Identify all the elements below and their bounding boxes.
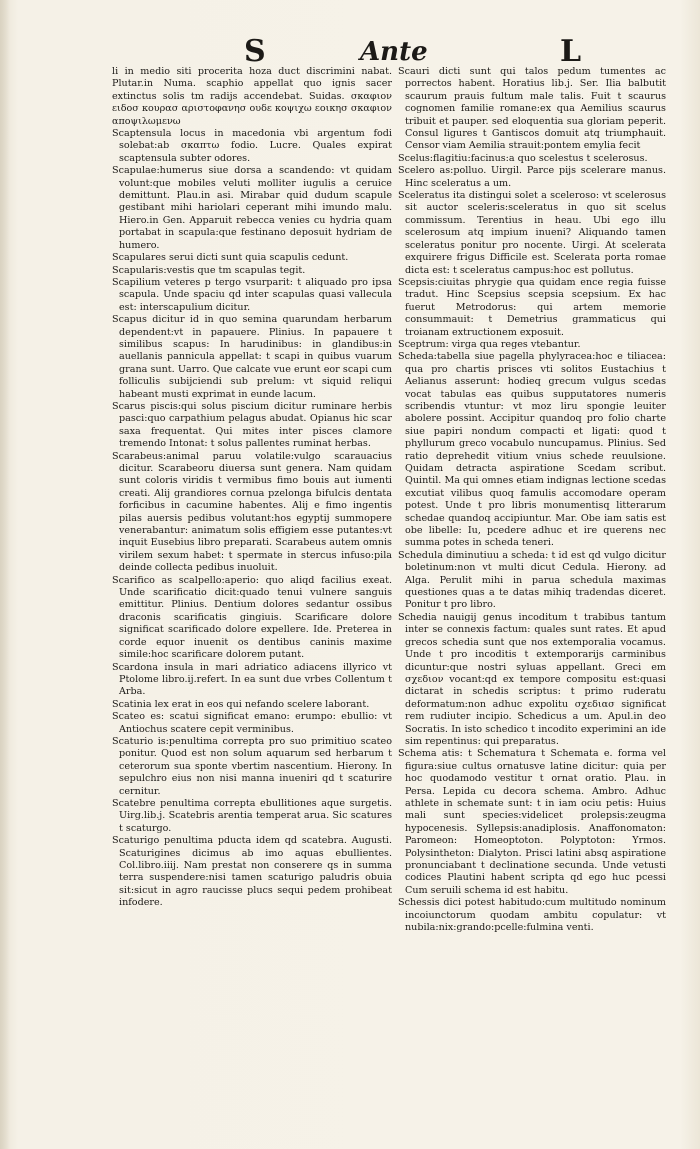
entry-paragraph: Schema atis: t Schematura t Schemata e. forma vel figura:siue cultus ornatusve latine dicitur: quia per hoc quodamodo vestitur t ornat oratio. Plau. in Persa. Lepida cu decora schema. Ambro. Adhuc athlete in schemate sunt: t in iam ociu petis: Huius mali sunt species:videlicet prolepsis:zeugma hypocenesis. Syllepsis:anadiplosis. Anaffonomaton: Paromeon: Homeoptoton. Polyptoton: Yrmos. Polysintheton: Dialyton. Prisci latini absq aspiratione pronunciabant t declinatione secunda. Unde vetusti codices Plautini habent scripta qd ego huc pcessi Cum seruili schema id est habitu. xyxy=(398,748,666,896)
entry-paragraph: Scarabeus:animal paruu volatile:vulgo scarauacius dicitur. Scarabeoru diuersa sunt genera. Nam quidam sunt coloris viridis t vermibus fimo bouis aut iumenti creati. Alij grandiores cornua pzelonga bifulcis dentata forficibus in cacumine habentes. Alij e fimo ingentis pilas auersis pedibus volutant:hos egyptij summopere venerabantur: animatum solis effigiem esse putantes:vt inquit Eusebius libro preparati. Scarabeus autem omnis virilem sexum habet: t spermate in stercus infuso:pila deinde collecta pedibus inuoluit. xyxy=(112,450,392,574)
entry-paragraph: Schedula diminutiuu a scheda: t id est qd vulgo dicitur boletinum:non vt multi dicut Cedula. Hierony. ad Alga. Perulit mihi in parua schedula maximas questiones quas a te datas mihiq tradendas diceret. Ponitur t pro libro. xyxy=(398,549,666,611)
entry-paragraph: Schedia nauigij genus incoditum t trabibus tantum inter se connexis factum: quales sunt rates. Et apud grecos schedia sunt que nos extemporalia vocamus. Unde t pro incoditis t extemporarijs carminibus dicuntur:que nostri syluas appellant. Greci em σχεδιον vocant:qd ex tempore compositu est:quasi dictarat in schedis scriptus: t primo ruderatu deformatum:non adhuc expolitu σχεδιασ significat rem rudiuter incipio. Schedicus a um. Apul.in deo Socratis. In isto schedico t incodito experimini an ide sim repentinus: qui preparatus. xyxy=(398,611,666,747)
entry-paragraph: Scapilium veteres p tergo vsurparit: t aliquado pro ipsa scapula. Unde spaciu qd inter scapulas quasi vallecula est: interscapulium dicitur. xyxy=(112,276,392,313)
entry-paragraph: Scarifico as scalpello:aperio: quo aliqd facilius exeat. Unde scarificatio dicit:quado tenui vulnere sanguis emittitur. Plinius. Dentium dolores sedantur ossibus draconis scarificatis gingiuis. Scarificare dolore significat scarificado dolore expellere. Ide. Preterea in corde equor inuenit os dentibus caninis maxime simile:hoc scarificare dolorem putant. xyxy=(112,574,392,661)
right-column xyxy=(398,66,666,934)
entry-paragraph: Scelus:flagitiu:facinus:a quo scelestus t scelerosus. xyxy=(398,152,648,164)
header-right-glyph: L xyxy=(560,34,582,69)
entry-paragraph: Sceleratus ita distingui solet a sceleroso: vt scelerosus sit auctor sceleris:sceleratus in quo sit scelus commissum. Terentius in heau. Ubi ego illu scelerosum atq impium inueni? Aliquando tamen sceleratus ponitur pro nocente. Uirgi. At scelerata exquirere frigus Difficile est. Scelerata porta romae dicta est: t sceleratus campus:hoc est pollutus. xyxy=(398,190,666,276)
header-running-title: Ante xyxy=(360,37,428,67)
entry-paragraph: Scauri dicti sunt qui talos pedum tumentes ac porrectos habent. Horatius lib.j. Ser. Ilia balbutit scaurum prauis fultum male talis. Fuit t scaurus cognomen familie romane:ex qua Aemilius scaurus tribuit et pauper. sed eloquentia sua gloriam peperit. Consul ligures t Gantiscos domuit atq triumphauit. Censor viam Aemilia strauit:pontem emylia fecit xyxy=(398,66,666,152)
header-left-glyph: S xyxy=(244,34,266,69)
entry-paragraph: li in medio siti procerita hoza duct discrimini nabat. Plutar.in Numa. scaphio appellat quo ignis sacer extinctus solis tm radijs accendebat. Suidas. σκαφιον ειδοσ κουρασ αριστοφανησ ουδε κοψιχω εοικησ σκαφιον αποψιλωμενω xyxy=(112,66,392,127)
entry-paragraph: Scaptensula locus in macedonia vbi argentum fodi solebat:ab σκαπτω fodio. Lucre. Quales expirat scaptensula subter odores. xyxy=(112,128,392,164)
entry-paragraph: Scapulares serui dicti sunt quia scapulis cedunt. xyxy=(112,252,349,264)
entry-paragraph: Scaturio is:penultima correpta pro suo primitiuo scateo ponitur. Quod est non solum aquarum sed herbarum t ceterorum sua sponte vbertim nascentium. Hierony. In sepulchro eius non nisi manna inueniri qd t scaturire cernitur. xyxy=(112,735,392,797)
page-binding-shadow xyxy=(0,0,10,1149)
entry-paragraph: Scarus piscis:qui solus piscium dicitur ruminare herbis pasci:quo carpathium pelagus abudat. Opianus hic scar saxa frequentat. Qui mites inter pisces clamore tremendo Intonat: t solus pallentes ruminat herbas. xyxy=(112,400,392,450)
entry-paragraph: Scatinia lex erat in eos qui nefando scelere laborant. xyxy=(112,698,370,710)
entry-paragraph: Scaturigo penultima pducta idem qd scatebra. Augusti. Scaturigines dicimus ab imo aquas ebullientes. Col.libro.iiij. Nam prestat non conserere qs in summa terra suspendere:nisi tamen scaturigo paludris obuia sit:sicut in agro raucisse plucs sequi pedem prohibeat infodere. xyxy=(112,835,392,909)
entry-paragraph: Scatebre penultima correpta ebullitiones aque surgetis. Uirg.lib.j. Scatebris arentia temperat arua. Sic scatures t scaturgo. xyxy=(112,797,392,834)
entry-paragraph: Sceptrum: virga qua reges vtebantur. xyxy=(398,338,581,350)
left-column xyxy=(112,66,392,910)
entry-paragraph: Scateo es: scatui significat emano: erumpo: ebullio: vt Antiochus scatere cepit verminibus. xyxy=(112,711,392,735)
entry-paragraph: Scapularis:vestis que tm scapulas tegit. xyxy=(112,264,306,276)
entry-paragraph: Scheda:tabella siue pagella phylyracea:hoc e tiliacea: qua pro chartis prisces vti solitos Eustachius t Aelianus asserunt: hodieq grecum vulgus scedas vocat tabulas eas quibus supputatores numeris scribendis vtuntur: vt moz liru spongie leuiter abolere possint. Accipitur quandoq pro folio charte siue papiri nondum compacti et ligati: quod t phyllurum greco vocabulo nuncupamus. Plinius. Sed ratio deprehedit vitium vnius schede reuulsione. Quidam detracta aspiratione Scedam scribut. Quintil. Ma qui omnes etiam indignas lectione scedas excutiat vilibus quoq famulis accomodare operam potest. Unde t pro libris monumentisq litterarum schedae quandoq accipiuntur. Mar. Obe iam satis est obe libelle: Iu, pcedere adhuc et ire querens nec summa potes in scheda teneri. xyxy=(398,351,666,549)
entry-paragraph: Scardona insula in mari adriatico adiacens illyrico vt Ptolome libro.ij.refert. In ea sunt due vrbes Collentum t Arba. xyxy=(112,661,392,698)
entry-paragraph: Scapus dicitur id in quo semina quarundam herbarum dependent:vt in papauere. Plinius. In papauere t similibus scapus: In harudinibus: in glandibus:in auellanis pannicula appellat: t scapi in quibus vuarum grana sunt. Uarro. Que calcate vue erunt eor scapi cum folliculis subijciendi sub prelum: vt siquid reliqui habeant musti exprimat in eunde lacum. xyxy=(112,314,392,400)
entry-paragraph: Scelero as:polluo. Uirgil. Parce pijs scelerare manus. Hinc sceleratus a um. xyxy=(398,165,666,189)
entry-paragraph: Scapulae:humerus siue dorsa a scandendo: vt quidam volunt:que mobiles veluti molliter iugulis a ceruice demittunt. Plau.in asi. Mirabar quid dudum scapule gestibant mihi hariolari ceperant mihi imundo malu. Hiero.in Gen. Apparuit rebecca venies cu hydria quam portabat in scapula:que festinano deposuit hydriam de humero. xyxy=(112,165,392,251)
entry-paragraph: Schessis dici potest habitudo:cum multitudo nominum incoiunctorum quodam ambitu copulatur: vt nubila:nix:grando:pcelle:fulmina venti. xyxy=(398,897,666,934)
entry-paragraph: Scepsis:ciuitas phrygie qua quidam ence regia fuisse tradut. Hinc Scepsius scepsia scepsium. Ex hac fuerut Metrodorus: qui artem memorie consummauit: t Demetrius grammaticus qui troianam extructionem exposuit. xyxy=(398,276,666,338)
